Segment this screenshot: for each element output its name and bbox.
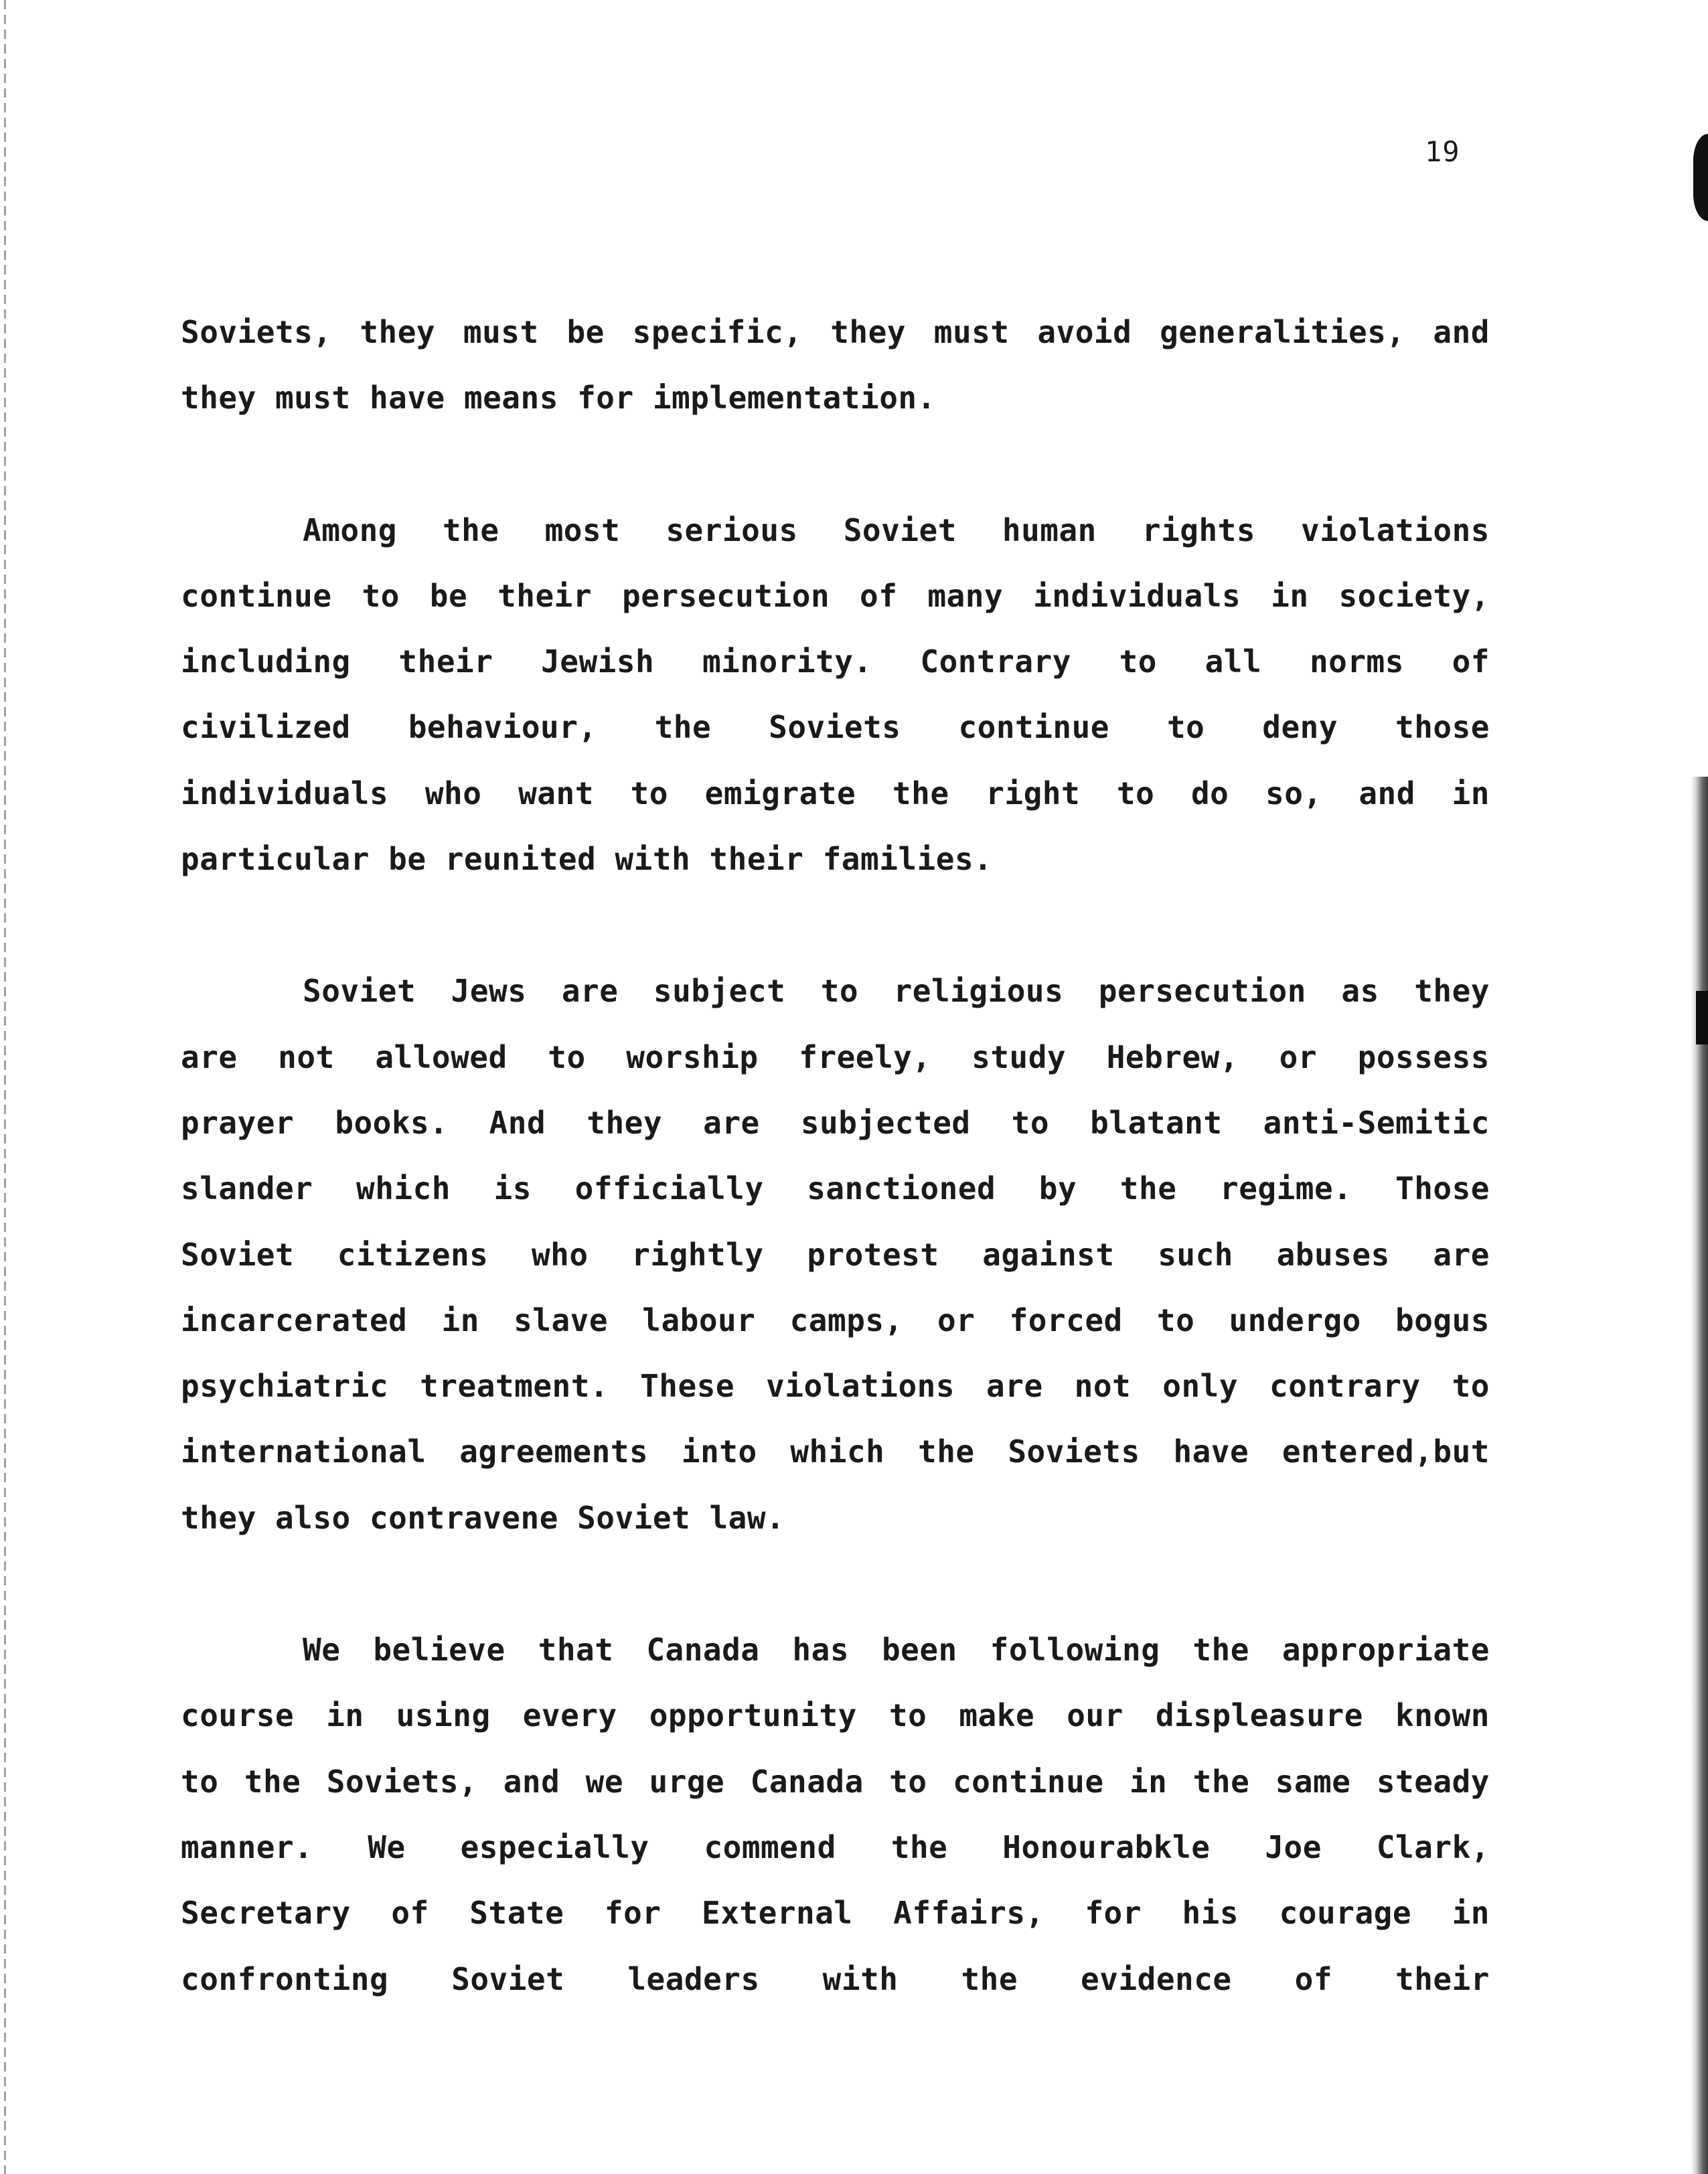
text-line: psychiatric treatment. These violations are not only contrary to <box>181 1368 1490 1405</box>
text-line: to the Soviets, and we urge Canada to continue in the same steady <box>181 1763 1490 1800</box>
text-line: course in using every opportunity to make our displeasure known <box>181 1697 1490 1734</box>
scan-right-edge-mark <box>1693 134 1708 221</box>
text-line: We believe that Canada has been following the appropriate <box>303 1632 1490 1668</box>
text-line: continue to be their persecution of many individuals in society, <box>181 577 1490 614</box>
scan-left-edge <box>4 0 6 2174</box>
text-line: incarcerated in slave labour camps, or forced to undergo bogus <box>181 1302 1490 1338</box>
paragraph <box>181 1617 1490 2012</box>
text-line: Secretary of State for External Affairs, for his courage in <box>181 1895 1490 1932</box>
text-line: particular be reunited with their families. <box>181 841 993 878</box>
scan-right-edge-block <box>1696 991 1708 1044</box>
text-line: they also contravene Soviet law. <box>181 1499 785 1536</box>
text-line: slander which is officially sanctioned by the regime. Those <box>181 1170 1490 1207</box>
text-line: confronting Soviet leaders with the evidence of their <box>181 1960 1490 1997</box>
text-line: international agreements into which the Soviets have entered,but <box>181 1433 1490 1470</box>
text-line: Soviet citizens who rightly protest against such abuses are <box>181 1236 1490 1273</box>
page-number: 19 <box>1425 135 1460 168</box>
text-line: are not allowed to worship freely, study Hebrew, or possess <box>181 1038 1490 1075</box>
text-line: prayer books. And they are subjected to blatant anti-Semitic <box>181 1104 1490 1141</box>
paragraph <box>181 497 1490 892</box>
scan-right-edge-band <box>1691 777 1708 2174</box>
text-line: including their Jewish minority. Contrary to all norms of <box>181 643 1490 680</box>
text-line: Soviet Jews are subject to religious persecution as they <box>303 973 1490 1010</box>
text-line: they must have means for implementation. <box>181 380 936 416</box>
text-line: individuals who want to emigrate the right to do so, and in <box>181 775 1490 811</box>
paragraph <box>181 299 1490 431</box>
text-line: Soviets, they must be specific, they must avoid generalities, and <box>181 314 1490 350</box>
paragraph <box>181 958 1490 1551</box>
text-line: Among the most serious Soviet human rights violations <box>303 512 1490 548</box>
text-line: civilized behaviour, the Soviets continue to deny those <box>181 709 1490 746</box>
text-line: manner. We especially commend the Honourabkle Joe Clark, <box>181 1829 1490 1865</box>
body-text <box>181 299 1490 2078</box>
